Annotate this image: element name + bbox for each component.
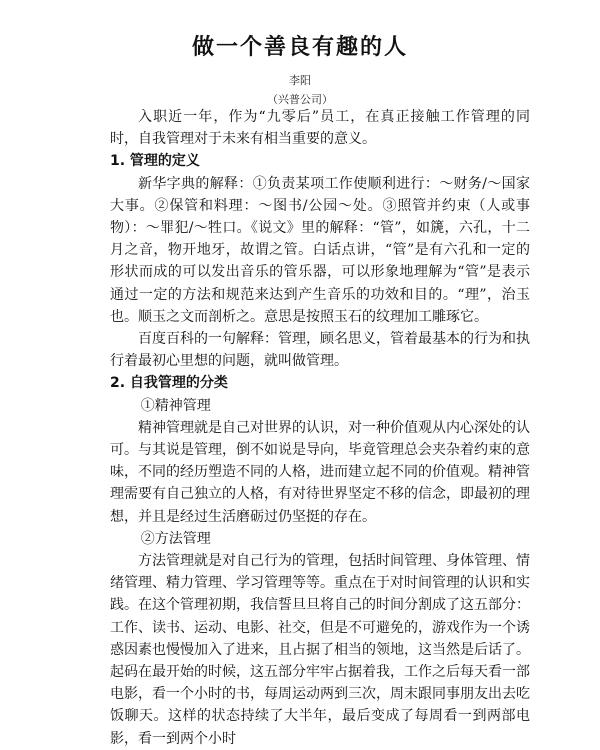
author-name: 李阳 <box>289 74 311 87</box>
document-body <box>110 106 530 750</box>
document-title: 做一个善良有趣的人 <box>191 35 408 60</box>
spirit-paragraph: 精神管理就是自己对世界的认识，对一种价值观从内心深处的认可。与其说是管理，倒不如说是导向，毕竟管理总会夹杂着约束的意味，不同的经历塑造不同的人格，进而建立起不同的价值观。精神管理需要有自己独立的人格，有对待世界坚定不移的信念，即最初的理想，并且是经过生活磨砺过仍坚挺的存在。 <box>110 419 530 525</box>
section-heading-classification: 2. 自我管理的分类 <box>110 375 228 392</box>
definition-paragraph-dictionary: 新华字典的解释：①负责某项工作使顺利进行：～财务/～国家大事。②保管和料理：～图书/公园～处。③照管并约束（人或事物）：～罪犯/～牲口。《说文》里的解释：“管”，如篪，六孔，十二月之音，物开地牙，故谓之管。白话点讲，“管”是有六孔和一定的形状而成的可以发出音乐的管乐器，可以形象地理解为“管”是表示通过一定的方法和规范来达到产生音乐的功效和目的。“理”，治玉也。顺玉之文而剖析之。意思是按照玉石的纹理加工雕琢它。 <box>110 175 530 325</box>
organization-name: （兴普公司） <box>267 93 333 106</box>
definition-paragraph-baidu: 百度百科的一句解释：管理，顾名思义，管着最基本的行为和执行着最初心里想的问题，就叫做管理。 <box>110 331 530 370</box>
intro-paragraph: 入职近一年，作为“九零后”员工，在真正接触工作管理的同时，自我管理对于未来有相当重要的意义。 <box>110 109 530 148</box>
section-heading-definition: 1. 管理的定义 <box>110 153 200 170</box>
subheading-method: ②方法管理 <box>140 530 211 547</box>
subheading-spirit: ①精神管理 <box>140 397 211 414</box>
method-paragraph: 方法管理就是对自己行为的管理，包括时间管理、身体管理、情绪管理、精力管理、学习管理等等。重点在于对时间管理的认识和实践。在这个管理初期，我信誓旦旦将自己的时间分割成了这五部分：工作、读书、运动、电影、社交，但是不可避免的，游戏作为一个诱惑因素也慢慢加入了进来，且占据了相当的领地，这当然是后话了。起码在最开始的时候，这五部分牢牢占据着我，工作之后每天看一部电影，看一个小时的书，每周运动两到三次，周末跟同事朋友出去吃饭聊天。这样的状态持续了大半年，最后变成了每周看一到两部电影，看一到两个小时 <box>110 553 530 747</box>
